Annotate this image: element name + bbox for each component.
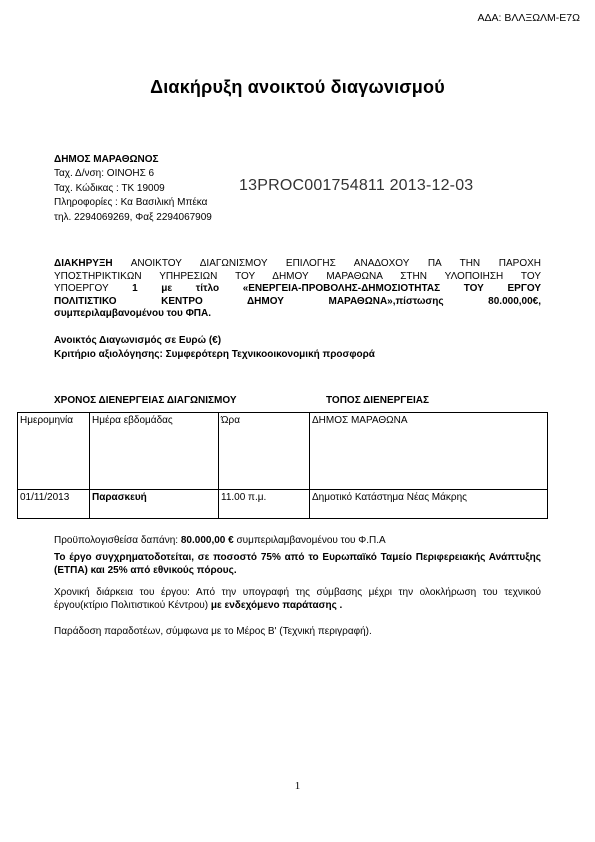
col-time-header: Ώρα [219, 413, 310, 490]
table-header-row [18, 413, 548, 490]
authority-block [54, 153, 212, 225]
declaration-paragraph [54, 258, 541, 321]
budget-prefix: Προϋπολογισθείσα δαπάνη: [54, 535, 181, 546]
place-heading: ΤΟΠΟΣ ΔΙΕΝΕΡΓΕΙΑΣ [326, 395, 429, 406]
evaluation-criterion: Κριτήριο αξιολόγησης: Συμφερότερη Τεχνικοοικονομική προσφορά [54, 348, 375, 360]
cell-place: Δημοτικό Κατάστημα Νέας Μάκρης [310, 490, 548, 519]
delivery-paragraph: Παράδοση παραδοτέων, σύμφωνα με το Μέρος Β' (Τεχνική περιγραφή). [54, 626, 372, 637]
document-title: Διακήρυξη ανοικτού διαγωνισμού [150, 77, 445, 97]
authority-info: Πληροφορίες : Κα Βασιλική Μπέκα [54, 197, 208, 209]
declaration-line4: ΠΟΛΙΤΙΣΤΙΚΟ ΚΕΝΤΡΟ ΔΗΜΟΥ ΜΑΡΑΘΩΝΑ»,πίστωσης 80.000,00€, [54, 295, 541, 307]
table-row [18, 490, 548, 519]
col-place-header: ΔΗΜΟΣ ΜΑΡΑΘΩΝΑ [310, 413, 548, 490]
authority-address: Ταχ. Δ/νση: ΟΙΝΟΗΣ 6 [54, 168, 155, 180]
col-weekday-header: Ημέρα εβδομάδας [90, 413, 219, 490]
declaration-line2: ΥΠΟΣΤΗΡΙΚΤΙΚΩΝ ΥΠΗΡΕΣΙΩΝ ΤΟΥ ΔΗΜΟΥ ΜΑΡΑΘΩΝΑ ΣΤΗΝ ΥΛΟΠΟΙΗΣΗ ΤΟΥ [54, 270, 541, 282]
criteria-block [54, 334, 375, 361]
cell-time: 11.00 π.μ. [219, 490, 310, 519]
duration-paragraph [54, 587, 541, 612]
budget-line [54, 535, 541, 548]
tender-type: Ανοικτός Διαγωνισμός σε Ευρώ (€) [54, 335, 222, 346]
ada-code: ΑΔΑ: ΒΛΛΞΩΛΜ-Ε7Ω [477, 12, 580, 24]
authority-phone: τηλ. 2294069269, Φαξ 2294067909 [54, 211, 212, 223]
procurement-code: 13PROC001754811 2013-12-03 [239, 177, 474, 194]
cell-date: 01/11/2013 [18, 490, 90, 519]
schedule-table [17, 412, 548, 519]
funding-paragraph: Το έργο συγχρηματοδοτείται, σε ποσοστό 75% από το Ευρωπαϊκό Ταμείο Περιφερειακής Ανάπτυξης (ΕΤΠΑ) και 25% από εθνικούς πόρους. [54, 552, 541, 576]
time-heading: ΧΡΟΝΟΣ ΔΙΕΝΕΡΓΕΙΑΣ ΔΙΑΓΩΝΙΣΜΟΥ [54, 395, 237, 406]
duration-text: Χρονική διάρκεια του έργου: Από την υπογραφή της σύμβασης μέχρι την ολοκλήρωση του τεχνικού έργου(κτίριο Πολιτιστικού Κέντρου) [54, 587, 541, 611]
declaration-line3a: ΥΠΟΕΡΓΟΥ [54, 283, 133, 294]
cell-weekday: Παρασκευή [90, 490, 219, 519]
budget-amount: 80.000,00 € [180, 535, 234, 546]
budget-suffix: συμπεριλαμβανομένου του Φ.Π.Α [233, 535, 386, 546]
authority-name: ΔΗΜΟΣ ΜΑΡΑΘΩΝΟΣ [54, 154, 159, 165]
declaration-lead: ΔΙΑΚΗΡΥΞΗ [54, 258, 113, 269]
authority-postal: Ταχ. Κώδικας : ΤΚ 19009 [54, 182, 165, 194]
declaration-line1: ΑΝΟΙΚΤΟΥ ΔΙΑΓΩΝΙΣΜΟΥ ΕΠΙΛΟΓΗΣ ΑΝΑΔΟΧΟΥ ΠΑ ΤΗΝ ΠΑΡΟΧΗ [112, 258, 541, 269]
declaration-line5: συμπεριλαμβανομένου του ΦΠΑ. [54, 308, 211, 319]
col-date-header: Ημερομηνία [18, 413, 90, 490]
declaration-line3b: 1 με τίτλο «ΕΝΕΡΓΕΙΑ-ΠΡΟΒΟΛΗΣ-ΔΗΜΟΣΙΟΤΗΤΑΣ ΤΟΥ ΕΡΓΟΥ [132, 283, 542, 294]
page-number: 1 [294, 780, 301, 792]
duration-extension: με ενδεχόμενο παράτασης . [210, 599, 343, 611]
